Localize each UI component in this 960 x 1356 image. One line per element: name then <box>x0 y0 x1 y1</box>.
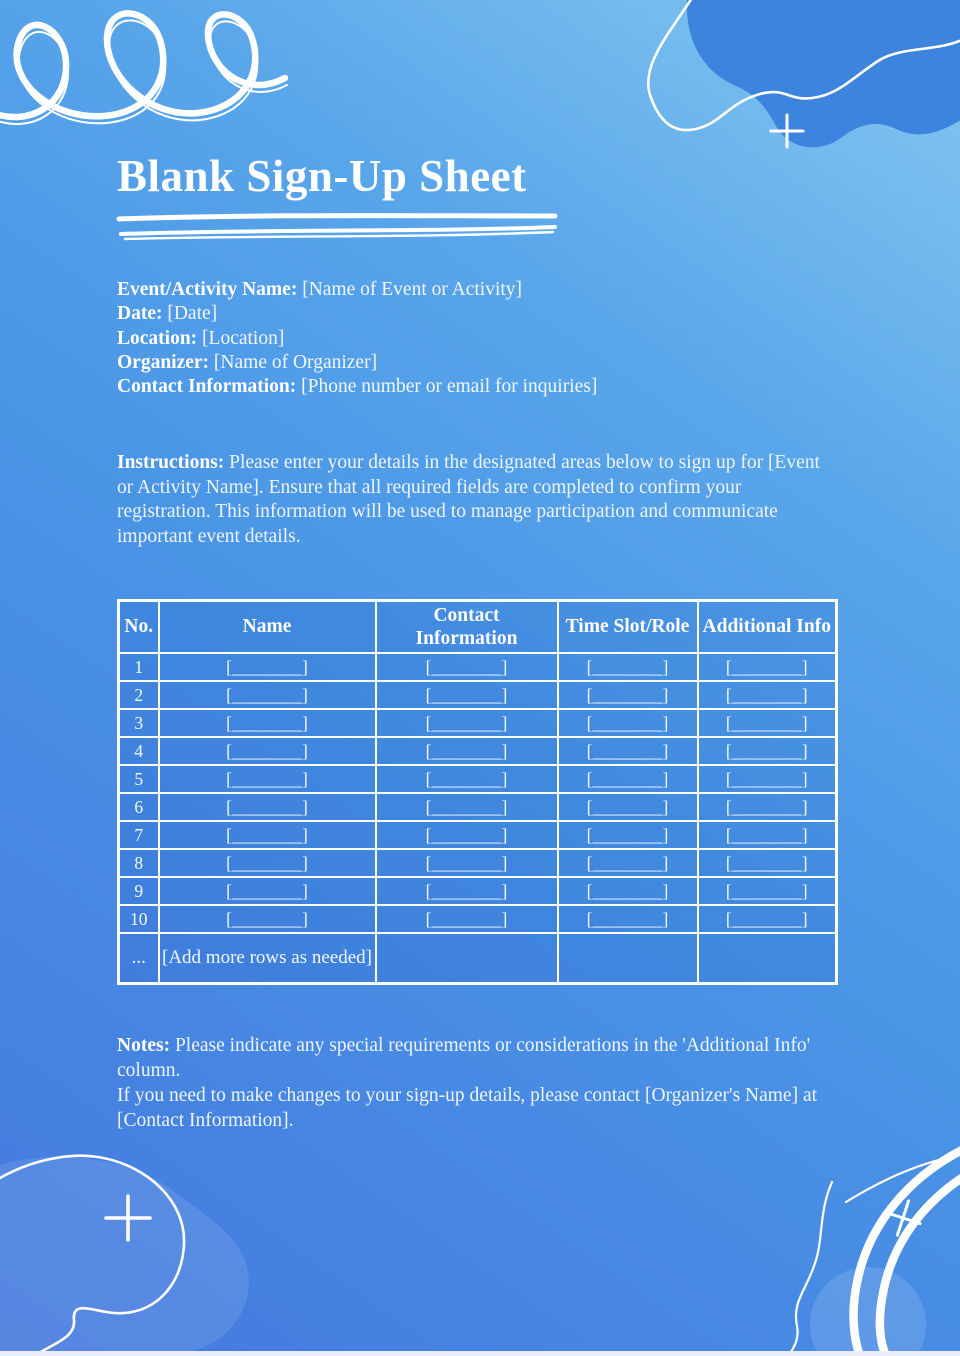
corner-blob-top-right <box>687 0 960 147</box>
empty-cell <box>376 933 558 984</box>
contact-field[interactable]: [________] <box>376 737 558 765</box>
header-name: Name <box>159 601 376 653</box>
row-number: 5 <box>119 765 159 793</box>
contact-field[interactable]: [________] <box>376 709 558 737</box>
bottom-edge-strip <box>0 1351 960 1356</box>
circle-line-icon <box>0 1156 184 1356</box>
plus-icon <box>106 1196 150 1240</box>
additional-info-field[interactable]: [________] <box>698 709 837 737</box>
empty-cell <box>698 933 837 984</box>
time-slot-field[interactable]: [________] <box>558 653 698 681</box>
additional-info-field[interactable]: [________] <box>698 905 837 933</box>
row-number: 8 <box>119 849 159 877</box>
notes-line-1: Notes: Please indicate any special requirements or considerations in the 'Additional Info' column. <box>117 1035 811 1081</box>
time-slot-field[interactable]: [________] <box>558 821 698 849</box>
title-underline-doodle <box>119 216 555 239</box>
table-row <box>119 737 837 765</box>
wavy-line-icon <box>789 1182 832 1356</box>
table-row <box>119 849 837 877</box>
row-number: 2 <box>119 681 159 709</box>
table-header-row <box>119 601 837 653</box>
row-number: 7 <box>119 821 159 849</box>
table-row <box>119 877 837 905</box>
additional-info-field[interactable]: [________] <box>698 653 837 681</box>
contact-field[interactable]: [________] <box>376 849 558 877</box>
table-row <box>119 709 837 737</box>
name-field[interactable]: [________] <box>159 737 376 765</box>
header-time-slot-role: Time Slot/Role <box>558 601 698 653</box>
corner-blob-bottom-left <box>0 1157 249 1356</box>
row-number: 10 <box>119 905 159 933</box>
detail-location: Location: [Location] <box>117 327 285 349</box>
header-contact-information: Contact Information <box>376 601 558 653</box>
row-number: 6 <box>119 793 159 821</box>
additional-info-field[interactable]: [________] <box>698 821 837 849</box>
page-title: Blank Sign-Up Sheet <box>117 151 527 201</box>
time-slot-field[interactable]: [________] <box>558 905 698 933</box>
contact-field[interactable]: [________] <box>376 653 558 681</box>
time-slot-field[interactable]: [________] <box>558 877 698 905</box>
squiggle-line-icon <box>648 0 960 130</box>
additional-info-field[interactable]: [________] <box>698 681 837 709</box>
time-slot-field[interactable]: [________] <box>558 681 698 709</box>
name-field[interactable]: [________] <box>159 849 376 877</box>
time-slot-field[interactable]: [________] <box>558 793 698 821</box>
corner-blob-bottom-right <box>810 1267 926 1356</box>
table-row <box>119 653 837 681</box>
name-field[interactable]: [________] <box>159 709 376 737</box>
additional-info-field[interactable]: [________] <box>698 793 837 821</box>
arc-lines-icon <box>846 1150 960 1356</box>
detail-event-name: Event/Activity Name: [Name of Event or Activity] <box>117 279 523 300</box>
name-field[interactable]: [________] <box>159 765 376 793</box>
additional-info-field[interactable]: [________] <box>698 849 837 877</box>
table-row <box>119 905 837 933</box>
detail-organizer: Organizer: [Name of Organizer] <box>117 351 378 373</box>
add-more-rows-row <box>119 933 837 984</box>
header-no: No. <box>119 601 159 653</box>
instructions-paragraph: Instructions: Please enter your details in the designated areas below to sign up for [Event or Activity Name]. Ensure that all required fields are completed to confirm your registration. This information will be used to manage participation and communicate important event details. <box>117 452 820 547</box>
row-number: ... <box>119 933 159 984</box>
name-field[interactable]: [________] <box>159 681 376 709</box>
signup-table <box>117 599 838 985</box>
row-number: 1 <box>119 653 159 681</box>
table-row <box>119 765 837 793</box>
row-number: 4 <box>119 737 159 765</box>
name-field[interactable]: [________] <box>159 793 376 821</box>
header-additional-info: Additional Info <box>698 601 837 653</box>
detail-contact: Contact Information: [Phone number or email for inquiries] <box>117 376 598 398</box>
additional-info-field[interactable]: [________] <box>698 877 837 905</box>
table-row <box>119 793 837 821</box>
additional-info-field[interactable]: [________] <box>698 765 837 793</box>
plus-icon <box>880 1195 925 1240</box>
add-more-rows-note: [Add more rows as needed] <box>159 933 376 984</box>
detail-date: Date: [Date] <box>117 303 218 325</box>
name-field[interactable]: [________] <box>159 821 376 849</box>
contact-field[interactable]: [________] <box>376 765 558 793</box>
table-row <box>119 681 837 709</box>
row-number: 3 <box>119 709 159 737</box>
contact-field[interactable]: [________] <box>376 905 558 933</box>
time-slot-field[interactable]: [________] <box>558 849 698 877</box>
notes-section <box>117 1034 832 1134</box>
spiral-doodle-icon <box>0 13 287 124</box>
time-slot-field[interactable]: [________] <box>558 709 698 737</box>
time-slot-field[interactable]: [________] <box>558 765 698 793</box>
name-field[interactable]: [________] <box>159 905 376 933</box>
plus-icon <box>771 115 803 147</box>
additional-info-field[interactable]: [________] <box>698 737 837 765</box>
contact-field[interactable]: [________] <box>376 793 558 821</box>
event-details <box>117 278 837 399</box>
contact-field[interactable]: [________] <box>376 821 558 849</box>
empty-cell <box>558 933 698 984</box>
row-number: 9 <box>119 877 159 905</box>
contact-field[interactable]: [________] <box>376 681 558 709</box>
name-field[interactable]: [________] <box>159 653 376 681</box>
time-slot-field[interactable]: [________] <box>558 737 698 765</box>
table-row <box>119 821 837 849</box>
contact-field[interactable]: [________] <box>376 877 558 905</box>
name-field[interactable]: [________] <box>159 877 376 905</box>
notes-line-2: If you need to make changes to your sign-up details, please contact [Organizer's Name] at [Contact Information]. <box>117 1084 818 1131</box>
